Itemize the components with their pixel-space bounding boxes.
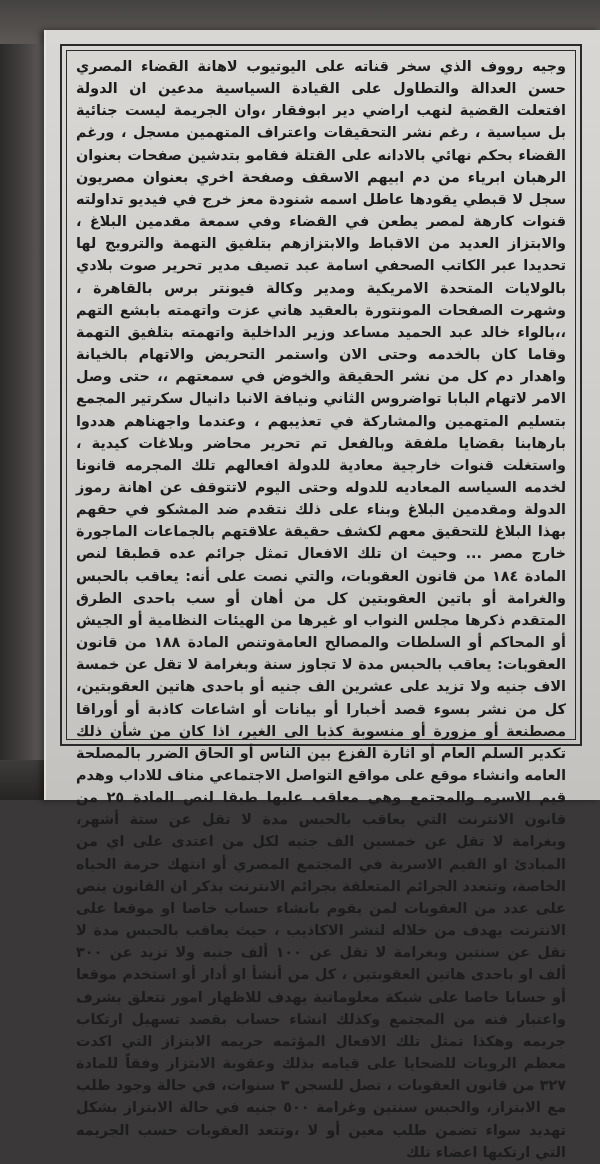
body-paragraph: وجيه رووف الذي سخر قناته على اليوتيوب لاهانة القضاء المصري حسن العدالة والتطاول على القيادة السياسية مدعين ان الدولة افتعلت القضية لنهب اراضي دير ابوفقار ،وان الجريمة ليست جنائية بل سياسية ، رغم نشر التحقيقات واعتراف المتهمين مسجل ، ورغم القضاء بحكم نهائي بالادانه على القتلة فقامو بتدشين صفحات بعنوان الرهبان ابرياء من دم ابيهم الاسقف وصفحة اخري بعنوان مصريون سجل لا قبطي يقودها عاطل اسمه شنودة معز خرج في فيديو تداولته قنوات كارهة لمصر يطعن في القضاء وفي سمعة مقدمين البلاغ ، والابتزاز العديد من الاقباط والابتزازهم بتلفيق التهمة والترويج لها تحديدا عبر الكاتب الصحفي اسامة عبد تصيف مدير تحرير صوت بلادي بالولايات المتحدة الامريكية ومدير وكالة فيونتر برس بالقاهرة ، وشهرت الصفحات المونتورة بالعقيد هاني عزت واتهمته بابشع التهم ،،بالواء خالد عبد الحميد مساعد وزير الداخلية واتهمته بتلفيق التهمة وقاما كان بالخدمه وحتى الان واستمر التحريض والاتهام بالخيانة واهدار دم كل من نشر الحقيقة والخوض في سمعتهم ،، حتى وصل الامر لاتهام البابا تواضروس الثاني ونيافة الانبا دانيال سكرتير المجمع بتسليم المتهمين والمشاركة في تعذيبهم ، وعندما واجهناهم هددوا بارهابنا بقضايا ملفقة وبالفعل تم تحرير محاضر وبلاغات كيدية ، واستغلت قنوات خارجية معادية للدولة افعالهم تلك المجرمه قانونا لخدمه السياسه المعاديه للدوله وحتى اليوم لاتتوقف عن اهانة رموز الدولة ومقدمين البلاغ وبناء على ذلك نتقدم ضد المشكو في حقهم بهذا البلاغ للتحقيق معهم لكشف حقيقة علاقتهم بالجماعات الماجورة خارج مصر ... وحيث ان تلك الافعال تمثل جرائم عده قطبقا لنص المادة ١٨٤ من قانون العقوبات، والتي نصت على أنه: يعاقب بالحبس والغرامة أو باتين العقوبتين كل من أهان أو سب باحدى الطرق المتقدم ذكرها مجلس النواب او غيرها من الهيئات النظامية أو الجيش أو المحاكم أو السلطات والمصالح العامةوتنص المادة ١٨٨ من قانون العقوبات: يعاقب بالحبس مدة لا تجاوز سنة وبغرامة لا تقل عن خمسة الاف جنيه ولا تزيد على عشرين الف جنيه أو باحدى هاتين العقوبتين، كل من نشر بسوء قصد أخبارا أو بيانات أو اشاعات كاذبة أو أوراقا مصطنعة أو مزورة أو منسوبة كذبا الى الغير، اذا كان من شأن ذلك تكدير السلم العام أو اثارة الفزع بين الناس أو الحاق الضرر بالمصلحة العامه وانشاء موقع على مواقع التواصل الاجتماعي مناف للاداب وهدم قيم الاسره والمجتمع وهي معاقب عليها طبقا لنص المادة ٢٥ من قانون الانترنت التي يعاقب بالحبس مدة لا تقل عن ستة أشهر، وبغرامة لا تقل عن خمسين الف جنيه لكل من اعتدى على اي من المبادئ او القيم الاسرية في المجتمع المصري أو انتهك حرمة الحياه الخاصة، وتتعدد الجرائم المتعلقة بجرائم الانترنت يذكر ان القانون ينص على عدد من العقوبات لمن يقوم بانشاء حساب خاصا او موقعا على الانترنت يهدف من خلاله لنشر الاكاذيب ، حيث يعاقب بالحبس مدة لا تقل عن سنتين وبغرامة لا تقل عن ١٠٠ ألف جنيه ولا تزيد عن ٣٠٠ ألف او باحدى هاتين العقوبتين ، كل من أنشأ او أدار أو استخدم موقعا أو حسابا خاصا على شبكة معلوماتية يهدف للاظهار امور تتعلق بشرف واعتبار فنه من المجتمع وكذلك انشاء حساب بقصد تسهيل ارتكاب جريمه وهكذا تمثل تلك الافعال المؤثمه جريمه الابتزاز التي اكدت معظم الرويات للضحايا على قيامه بذلك وعقوبة الابتزاز وفقاً للمادة ٣٢٧ من قانون العقوبات ، تصل للسجن ٣ سنوات، في حالة وجود طلب مع الابتزاز، والحبس سنتين وغرامة ٥٠٠ جنيه في حالة الابتزاز بشكل تهديد سواء تضمن طلب معين أو لا ،وتتعد العقوبات حسب الجريمه التي ارتكبها اعضاء تلك (76, 59, 567, 1161)
document-body (76, 56, 567, 1161)
background-left (0, 0, 48, 800)
paper-edge (44, 30, 46, 800)
